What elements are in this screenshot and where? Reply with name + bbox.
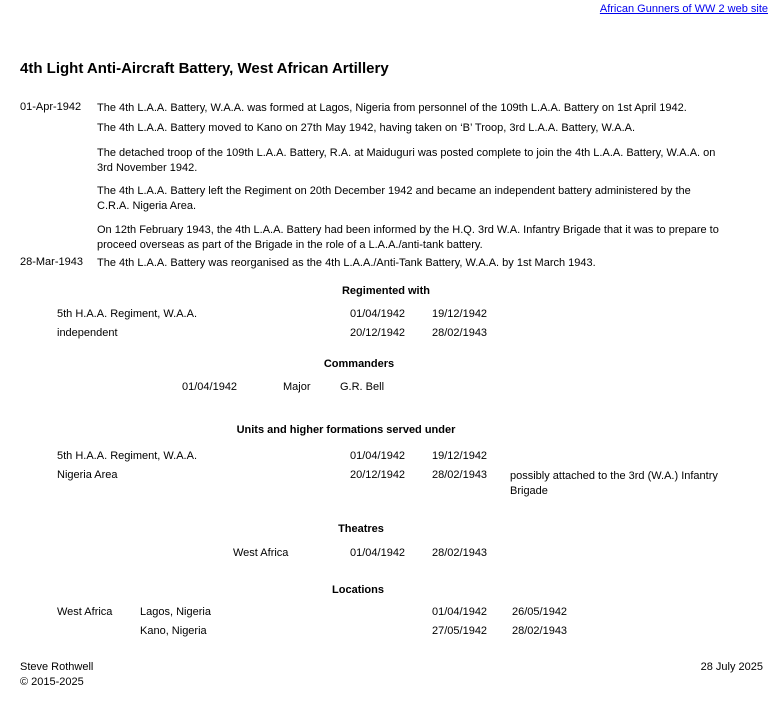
history-entry	[0, 101, 772, 116]
regimented-from: 20/12/1942	[350, 327, 406, 339]
history-text: The 4th L.A.A. Battery left the Regiment on 20th December 1942 and became an independent battery administered by the C.R.A. Nigeria Area.	[97, 185, 691, 212]
section-heading-regimented: Regimented with	[341, 285, 430, 297]
history-date: 28-Mar-1943	[20, 256, 83, 268]
history-entry	[0, 146, 772, 175]
footer-author: Steve Rothwell	[20, 661, 94, 673]
theatre-to: 28/02/1943	[432, 547, 488, 559]
location-theatre: West Africa	[57, 606, 113, 618]
regimented-from: 01/04/1942	[350, 308, 406, 320]
theatre-name: West Africa	[233, 547, 289, 559]
history-section	[0, 101, 772, 271]
history-entry	[0, 121, 772, 136]
history-text: The 4th L.A.A. Battery moved to Kano on 27th May 1942, having taken on ‘B’ Troop, 3rd L.A.A. Battery, W.A.A.	[97, 121, 636, 134]
location-from: 01/04/1942	[432, 606, 488, 618]
regimented-name: 5th H.A.A. Regiment, W.A.A.	[57, 308, 197, 320]
location-to: 28/02/1943	[512, 625, 568, 637]
location-from: 27/05/1942	[432, 625, 488, 637]
unit-name: 5th H.A.A. Regiment, W.A.A.	[57, 450, 197, 462]
footer-date: 28 July 2025	[700, 661, 763, 673]
commander-rank: Major	[283, 381, 311, 393]
footer-copyright: © 2015-2025	[20, 676, 84, 688]
theatre-from: 01/04/1942	[350, 547, 406, 559]
regimented-name: independent	[57, 327, 118, 339]
commander-date: 01/04/1942	[182, 381, 238, 393]
history-text: The detached troop of the 109th L.A.A. Battery, R.A. at Maiduguri was posted complete to join the 4th L.A.A. Battery, W.A.A. on 3rd November 1942.	[97, 147, 716, 174]
history-text: The 4th L.A.A. Battery was reorganised as the 4th L.A.A./Anti-Tank Battery, W.A.A. by 1st March 1943.	[97, 257, 596, 269]
history-entry	[0, 223, 772, 252]
unit-name: Nigeria Area	[57, 469, 118, 481]
unit-to: 28/02/1943	[432, 469, 488, 481]
site-home-link[interactable]: African Gunners of WW 2 web site	[599, 3, 768, 15]
section-heading-commanders: Commanders	[323, 358, 395, 370]
unit-from: 01/04/1942	[350, 450, 406, 462]
location-place: Kano, Nigeria	[140, 625, 207, 637]
history-text: The 4th L.A.A. Battery, W.A.A. was formed at Lagos, Nigeria from personnel of the 109th L.A.A. Battery on 1st April 1942.	[97, 102, 687, 114]
section-heading-locations: Locations	[332, 584, 384, 596]
page-title: 4th Light Anti-Aircraft Battery, West African Artillery	[20, 60, 389, 77]
unit-to: 19/12/1942	[432, 450, 488, 462]
regimented-to: 28/02/1943	[432, 327, 488, 339]
regimented-to: 19/12/1942	[432, 308, 488, 320]
section-heading-units: Units and higher formations served under	[236, 424, 456, 436]
unit-note: possibly attached to the 3rd (W.A.) Infantry Brigade	[510, 470, 718, 497]
unit-from: 20/12/1942	[350, 469, 406, 481]
section-heading-theatres: Theatres	[338, 523, 384, 535]
location-place: Lagos, Nigeria	[140, 606, 211, 618]
history-text: On 12th February 1943, the 4th L.A.A. Battery had been informed by the H.Q. 3rd W.A. Infantry Brigade that it was to prepare to proceed overseas as part of the Brigade in the role of a L.A.A./anti-tank battery.	[97, 224, 719, 251]
commander-name: G.R. Bell	[340, 381, 385, 393]
history-date: 01-Apr-1942	[20, 101, 82, 113]
history-entry	[0, 256, 772, 271]
location-to: 26/05/1942	[512, 606, 568, 618]
history-entry	[0, 184, 772, 213]
